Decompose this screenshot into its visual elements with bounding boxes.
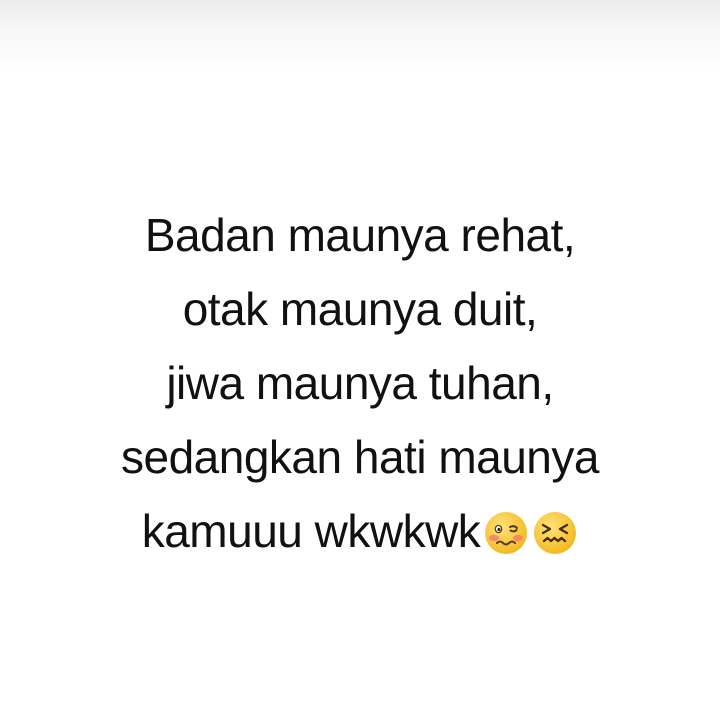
quote-line-5-text: kamuuu wkwkwk: [141, 505, 481, 557]
quote-line-2: otak maunya duit,: [182, 283, 538, 335]
woozy-face-icon: [483, 510, 529, 556]
quote-line-3: jiwa maunya tuhan,: [166, 357, 554, 409]
quote-text: [0, 198, 720, 568]
quote-line-4: sedangkan hati maunya: [121, 431, 599, 483]
confounded-face-icon: [532, 510, 578, 556]
quote-line-5: [0, 494, 720, 568]
quote-line-1: Badan maunya rehat,: [144, 209, 576, 261]
